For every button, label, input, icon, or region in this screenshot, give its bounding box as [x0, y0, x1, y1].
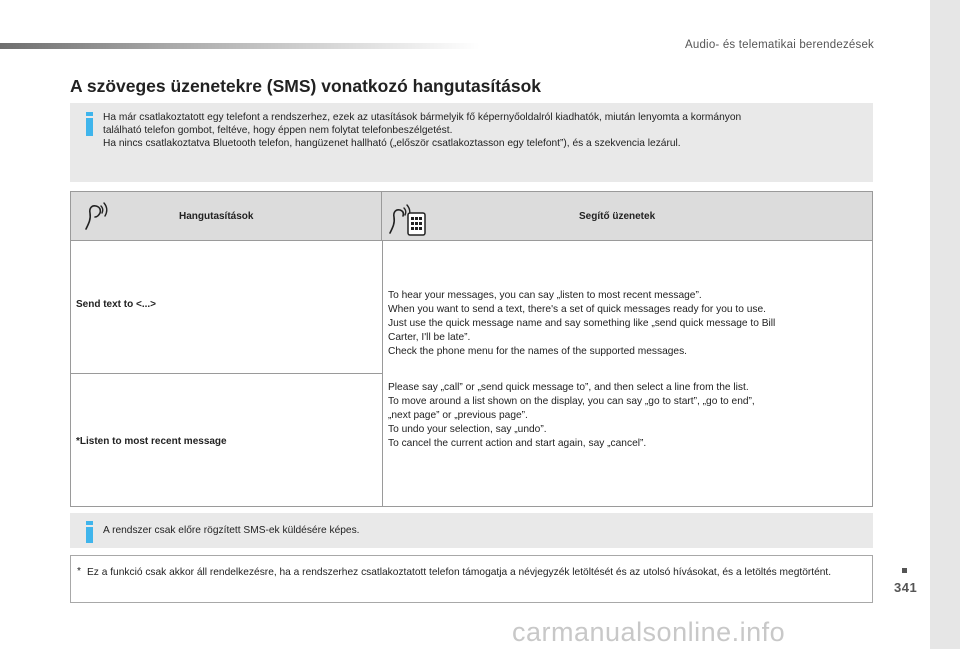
- help-line: Just use the quick message name and say something like „send quick message to Bill: [388, 318, 776, 329]
- info-line: Ha nincs csatlakoztatva Bluetooth telefon, hangüzenet hallható („először csatlakoztasson egy telefont”), és a szekvencia lezárul.: [103, 138, 681, 150]
- footnote-marker: *: [77, 566, 81, 577]
- info-text-bottom: A rendszer csak előre rögzített SMS-ek küldésére képes.: [103, 525, 360, 536]
- help-line: To undo your selection, say „undo”.: [388, 424, 547, 435]
- footnote-text: Ez a funkció csak akkor áll rendelkezésre, ha a rendszerhez csatlakoztatott telefon támogatja a névjegyzék letöltését és az utolsó hívásokat, és a letöltés megtörtént.: [87, 567, 832, 578]
- help-line: When you want to send a text, there's a set of quick messages ready for you to use.: [388, 304, 766, 315]
- info-box-bottom: [70, 513, 873, 548]
- voice-commands-table: [70, 191, 873, 507]
- header-rule: [0, 43, 480, 49]
- info-line: található telefon gombot, feltéve, hogy éppen nem folytat telefonbeszélgetést.: [103, 125, 453, 137]
- info-icon: [86, 112, 93, 136]
- side-strip: [930, 0, 960, 649]
- watermark: carmanualsonline.info: [512, 617, 786, 647]
- footnote-box: [70, 555, 873, 603]
- help-line: To cancel the current action and start again, say „cancel”.: [388, 438, 647, 449]
- help-line: Please say „call” or „send quick message to”, and then select a line from the list.: [388, 382, 749, 393]
- column-divider: [382, 241, 383, 506]
- info-line: Ha már csatlakoztatott egy telefont a rendszerhez, ezek az utasítások bármelyik fő képernyőoldalról kiadhatók, miután lenyomta a kormányon: [103, 112, 742, 123]
- column-header-messages: [382, 192, 872, 241]
- info-box-top: [70, 103, 873, 182]
- help-line: „next page” or „previous page”.: [388, 410, 528, 421]
- page-title: A szöveges üzenetekre (SMS) vonatkozó hangutasítások: [70, 76, 541, 96]
- help-message-block-1: [388, 289, 858, 359]
- info-icon: [86, 521, 93, 543]
- help-line: To move around a list shown on the display, you can say „go to start”, „go to end”,: [388, 396, 755, 407]
- help-line: Check the phone menu for the names of the supported messages.: [388, 346, 688, 357]
- column-header-commands: [71, 192, 382, 241]
- voice-keypad-icon: [388, 199, 428, 240]
- column-header-label: Segítő üzenetek: [579, 211, 656, 222]
- help-line: To hear your messages, you can say „listen to most recent message”.: [388, 290, 702, 301]
- page-marker: [902, 568, 907, 573]
- info-text-top: [103, 111, 859, 151]
- section-title: Audio- és telematikai berendezések: [685, 39, 874, 51]
- command-send-text: Send text to <...>: [76, 299, 157, 310]
- help-line: Carter, I'll be late”.: [388, 332, 471, 343]
- page-number: 341: [894, 580, 918, 595]
- voice-command-icon: [83, 199, 109, 234]
- column-header-label: Hangutasítások: [179, 211, 254, 222]
- row-divider: [71, 373, 382, 374]
- command-listen-recent: *Listen to most recent message: [76, 436, 227, 447]
- help-message-block-2: [388, 381, 858, 451]
- table-header: [71, 192, 872, 241]
